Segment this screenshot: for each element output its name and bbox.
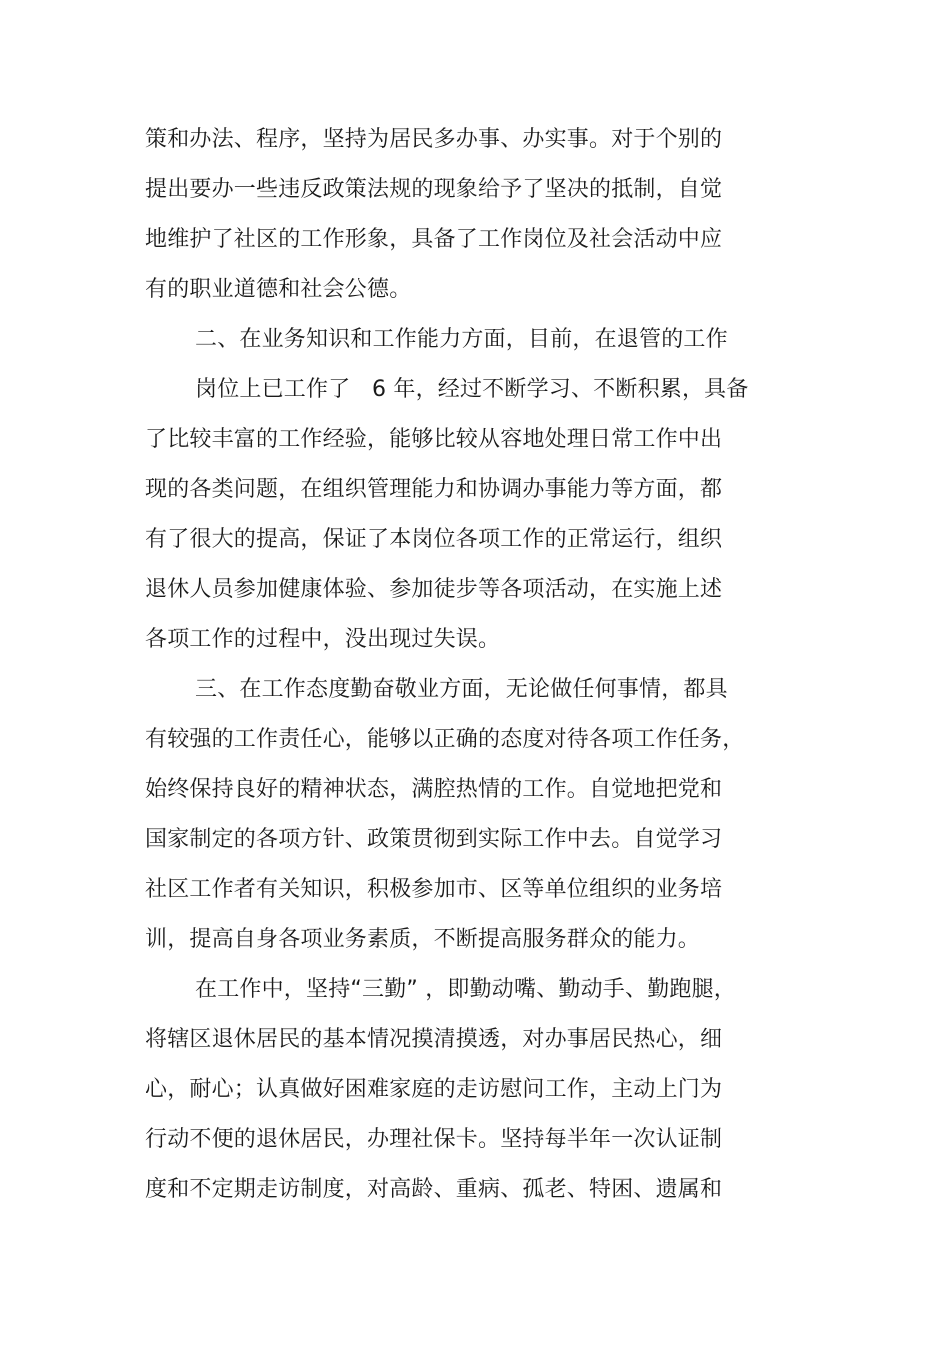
paragraph-start-line: 二、在业务知识和工作能力方面，目前，在退管的工作 [195,327,728,352]
text-line: 有的职业道德和社会公德。 [145,277,412,302]
text-line: 有较强的工作责任心，能够以正确的态度对待各项工作任务， [145,727,745,752]
text-line: 心，耐心；认真做好困难家庭的走访慰问工作，主动上门为 [145,1077,723,1102]
text-line: 将辖区退休居民的基本情况摸清摸透，对办事居民热心，细 [145,1027,723,1052]
text-line: 有了很大的提高，保证了本岗位各项工作的正常运行，组织 [145,527,723,552]
text-line: 始终保持良好的精神状态，满腔热情的工作。自觉地把党和 [145,777,723,802]
paragraph-start-line: 三、在工作态度勤奋敬业方面，无论做任何事情，都具 [195,677,728,702]
text-line: 提出要办一些违反政策法规的现象给予了坚决的抵制，自觉 [145,177,723,202]
text-line: 现的各类问题，在组织管理能力和协调办事能力等方面，都 [145,477,723,502]
text-line: 度和不定期走访制度，对高龄、重病、孤老、特困、遗属和 [145,1177,723,1202]
text-line: 训，提高自身各项业务素质，不断提高服务群众的能力。 [145,927,701,952]
text-line: 社区工作者有关知识，积极参加市、区等单位组织的业务培 [145,877,723,902]
text-line: 退休人员参加健康体验、参加徒步等各项活动，在实施上述 [145,577,723,602]
text-line: 国家制定的各项方针、政策贯彻到实际工作中去。自觉学习 [145,827,723,852]
text-line: 岗位上已工作了 6 年，经过不断学习、不断积累，具备 [195,377,749,402]
text-line: 行动不便的退休居民，办理社保卡。坚持每半年一次认证制 [145,1127,723,1152]
paragraph-start-line: 在工作中，坚持“三勤” ，即勤动嘴、勤动手、勤跑腿， [195,977,736,1002]
text-line: 了比较丰富的工作经验，能够比较从容地处理日常工作中出 [145,427,723,452]
text-line: 策和办法、程序，坚持为居民多办事、办实事。对于个别的 [145,127,723,152]
text-line: 各项工作的过程中，没出现过失误。 [145,627,501,652]
text-line: 地维护了社区的工作形象，具备了工作岗位及社会活动中应 [145,227,723,252]
